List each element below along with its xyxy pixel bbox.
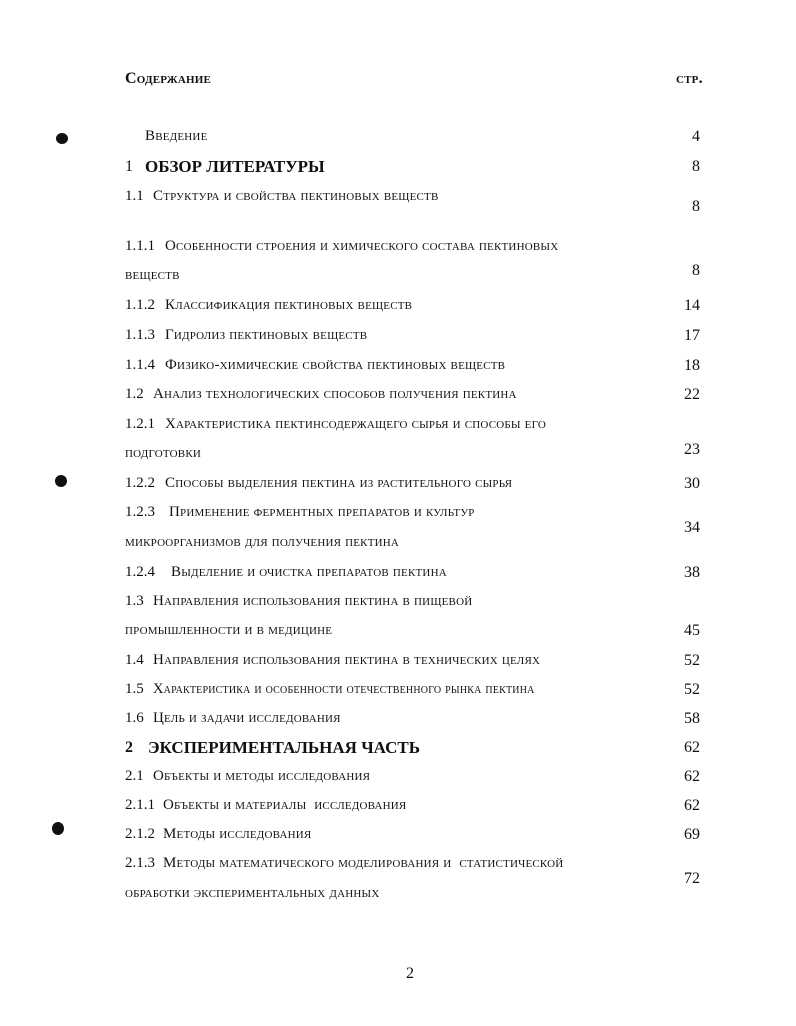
toc-entry-1-4: Направления использования пектина в технических целях	[153, 652, 541, 668]
toc-title: Содержание	[125, 70, 212, 87]
toc-num-1-1: 1.1	[125, 188, 144, 204]
toc-entry-1-2-4: Выделение и очистка препаратов пектина	[171, 564, 447, 580]
toc-page-1-2-3: 34	[684, 519, 700, 536]
toc-entry-1-1-1-line1: Особенности строения и химического состава пектиновых	[165, 238, 559, 254]
toc-num-1-1-4: 1.1.4	[125, 357, 155, 373]
scan-blot-3	[52, 822, 64, 835]
toc-num-1-2-1: 1.2.1	[125, 416, 155, 432]
toc-entry-2: ЭКСПЕРИМЕНТАЛЬНАЯ ЧАСТЬ	[148, 738, 420, 757]
toc-num-2-1: 2.1	[125, 768, 144, 784]
toc-entry-1-1-3: Гидролиз пектиновых веществ	[165, 327, 368, 343]
toc-entry-2-1-2: Методы исследования	[163, 826, 312, 842]
toc-entry-1-6: Цель и задачи исследования	[153, 710, 341, 726]
toc-entry-1-2-1-line1: Характеристика пектинсодержащего сырья и способы его	[165, 416, 546, 432]
toc-entry-1-2-3-line1: Применение ферментных препаратов и культур	[169, 504, 475, 520]
toc-entry-1-1: Структура и свойства пектиновых веществ	[153, 188, 439, 204]
toc-page-2-1-1: 62	[684, 797, 700, 814]
toc-page-1-6: 58	[684, 710, 700, 727]
toc-entry-2-1: Объекты и методы исследования	[153, 768, 371, 784]
toc-page-1: 8	[692, 158, 700, 175]
toc-entry-2-1-1: Объекты и материалы исследования	[163, 797, 407, 813]
toc-entry-1-2-2: Способы выделения пектина из растительного сырья	[165, 475, 513, 491]
toc-page-2: 62	[684, 739, 700, 756]
toc-num-2: 2	[125, 739, 133, 756]
toc-page-2-1-3: 72	[684, 870, 700, 887]
toc-page-1-2-1: 23	[684, 441, 700, 458]
toc-num-1-6: 1.6	[125, 710, 144, 726]
toc-page-intro: 4	[692, 128, 700, 145]
toc-page-1-1: 8	[692, 198, 700, 215]
toc-num-1-4: 1.4	[125, 652, 144, 668]
toc-page-1-1-2: 14	[684, 297, 700, 314]
toc-page-1-2: 22	[684, 386, 700, 403]
toc-page-1-1-4: 18	[684, 357, 700, 374]
toc-entry-1-2-3-line2: микроорганизмов для получения пектина	[125, 534, 400, 550]
toc-page-1-2-2: 30	[684, 475, 700, 492]
toc-page-1-1-3: 17	[684, 327, 700, 344]
scan-blot-2	[55, 475, 67, 487]
toc-page-1-1-1: 8	[692, 262, 700, 279]
toc-page-2-1: 62	[684, 768, 700, 785]
toc-num-1-1-1: 1.1.1	[125, 238, 155, 254]
toc-entry-1: ОБЗОР ЛИТЕРАТУРЫ	[145, 157, 325, 176]
toc-num-1: 1	[125, 158, 133, 175]
toc-entry-1-1-2: Классификация пектиновых веществ	[165, 297, 413, 313]
toc-entry-1-2: Анализ технологических способов получения пектина	[153, 386, 517, 402]
toc-num-1-2: 1.2	[125, 386, 144, 402]
toc-num-2-1-3: 2.1.3	[125, 855, 155, 871]
scan-blot-1	[56, 133, 68, 144]
toc-page-1-4: 52	[684, 652, 700, 669]
toc-entry-1-1-4: Физико-химические свойства пектиновых веществ	[165, 357, 506, 373]
toc-entry-1-1-1-line2: веществ	[125, 267, 180, 283]
toc-page-1-2-4: 38	[684, 564, 700, 581]
toc-entry-intro: Введение	[145, 128, 208, 144]
toc-entry-1-5: Характеристика и особенности отечественного рынка пектина	[153, 681, 535, 697]
toc-entry-1-3-line1: Направления использования пектина в пищевой	[153, 593, 473, 609]
toc-num-2-1-2: 2.1.2	[125, 826, 155, 842]
toc-entry-2-1-3-line2: обработки экспериментальных данных	[125, 885, 380, 901]
toc-num-1-1-2: 1.1.2	[125, 297, 155, 313]
toc-num-1-1-3: 1.1.3	[125, 327, 155, 343]
toc-page-2-1-2: 69	[684, 826, 700, 843]
toc-num-2-1-1: 2.1.1	[125, 797, 155, 813]
toc-num-1-2-3: 1.2.3	[125, 504, 155, 520]
toc-entry-1-2-1-line2: подготовки	[125, 445, 202, 461]
page-number: 2	[406, 965, 414, 982]
toc-entry-2-1-3-line1: Методы математического моделирования и статистической	[163, 855, 564, 871]
toc-entry-1-3-line2: промышленности и в медицине	[125, 622, 333, 638]
toc-num-1-2-4: 1.2.4	[125, 564, 155, 580]
toc-num-1-5: 1.5	[125, 681, 144, 697]
toc-num-1-3: 1.3	[125, 593, 144, 609]
toc-num-1-2-2: 1.2.2	[125, 475, 155, 491]
page-column-header: стр.	[676, 70, 703, 87]
toc-page-1-3: 45	[684, 622, 700, 639]
toc-page-1-5: 52	[684, 681, 700, 698]
